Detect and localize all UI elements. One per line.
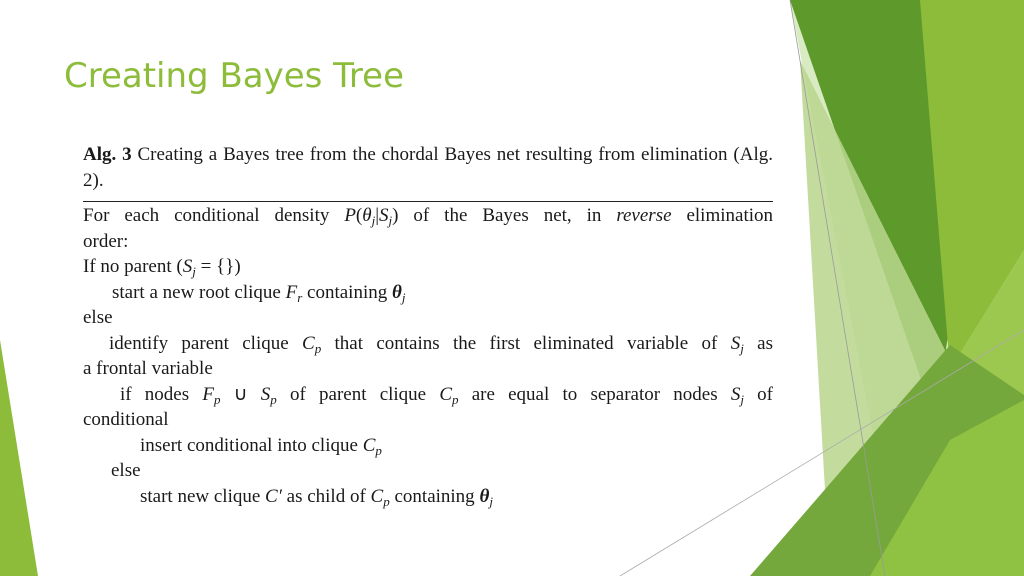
alg-line-4: start a new root clique $F_r$ containing $\theta_j$ <box>112 281 406 305</box>
alg-line-12: start new clique C′ as child of $C_p$ containing $\theta_j$ <box>140 485 493 509</box>
alg-line-8: if nodes $F_p$ ∪ $S_p$ of parent clique $C_p$ are equal to separator nodes $S_j$ of <box>120 383 773 407</box>
alg-line-3: If no parent ($S_j$ = {}) <box>83 256 241 279</box>
alg-line-2: order: <box>83 230 129 252</box>
slide-title: Creating Bayes Tree <box>64 56 404 96</box>
alg-line-6: identify parent clique $C_p$ that contains the first eliminated variable of $S_j$ as <box>109 332 773 356</box>
alg-line-11: else <box>111 460 141 481</box>
algorithm-caption-text: Creating a Bayes tree from the chordal Bayes net resulting from elimination (Alg. 2). <box>83 144 773 191</box>
caption-divider <box>83 201 773 202</box>
alg-line-10: insert conditional into clique $C_p$ <box>140 434 382 458</box>
algorithm-label: Alg. 3 <box>83 144 132 165</box>
algorithm-box <box>83 142 773 509</box>
alg-line-1: For each conditional density $P(\theta_j|S_j)$ of the Bayes net, in reverse elimination <box>83 205 774 228</box>
alg-line-7: a frontal variable <box>83 358 213 379</box>
alg-line-5: else <box>83 307 113 328</box>
alg-line-9: conditional <box>83 409 169 430</box>
left-edge-shape <box>0 340 38 576</box>
algorithm-caption <box>83 142 773 193</box>
